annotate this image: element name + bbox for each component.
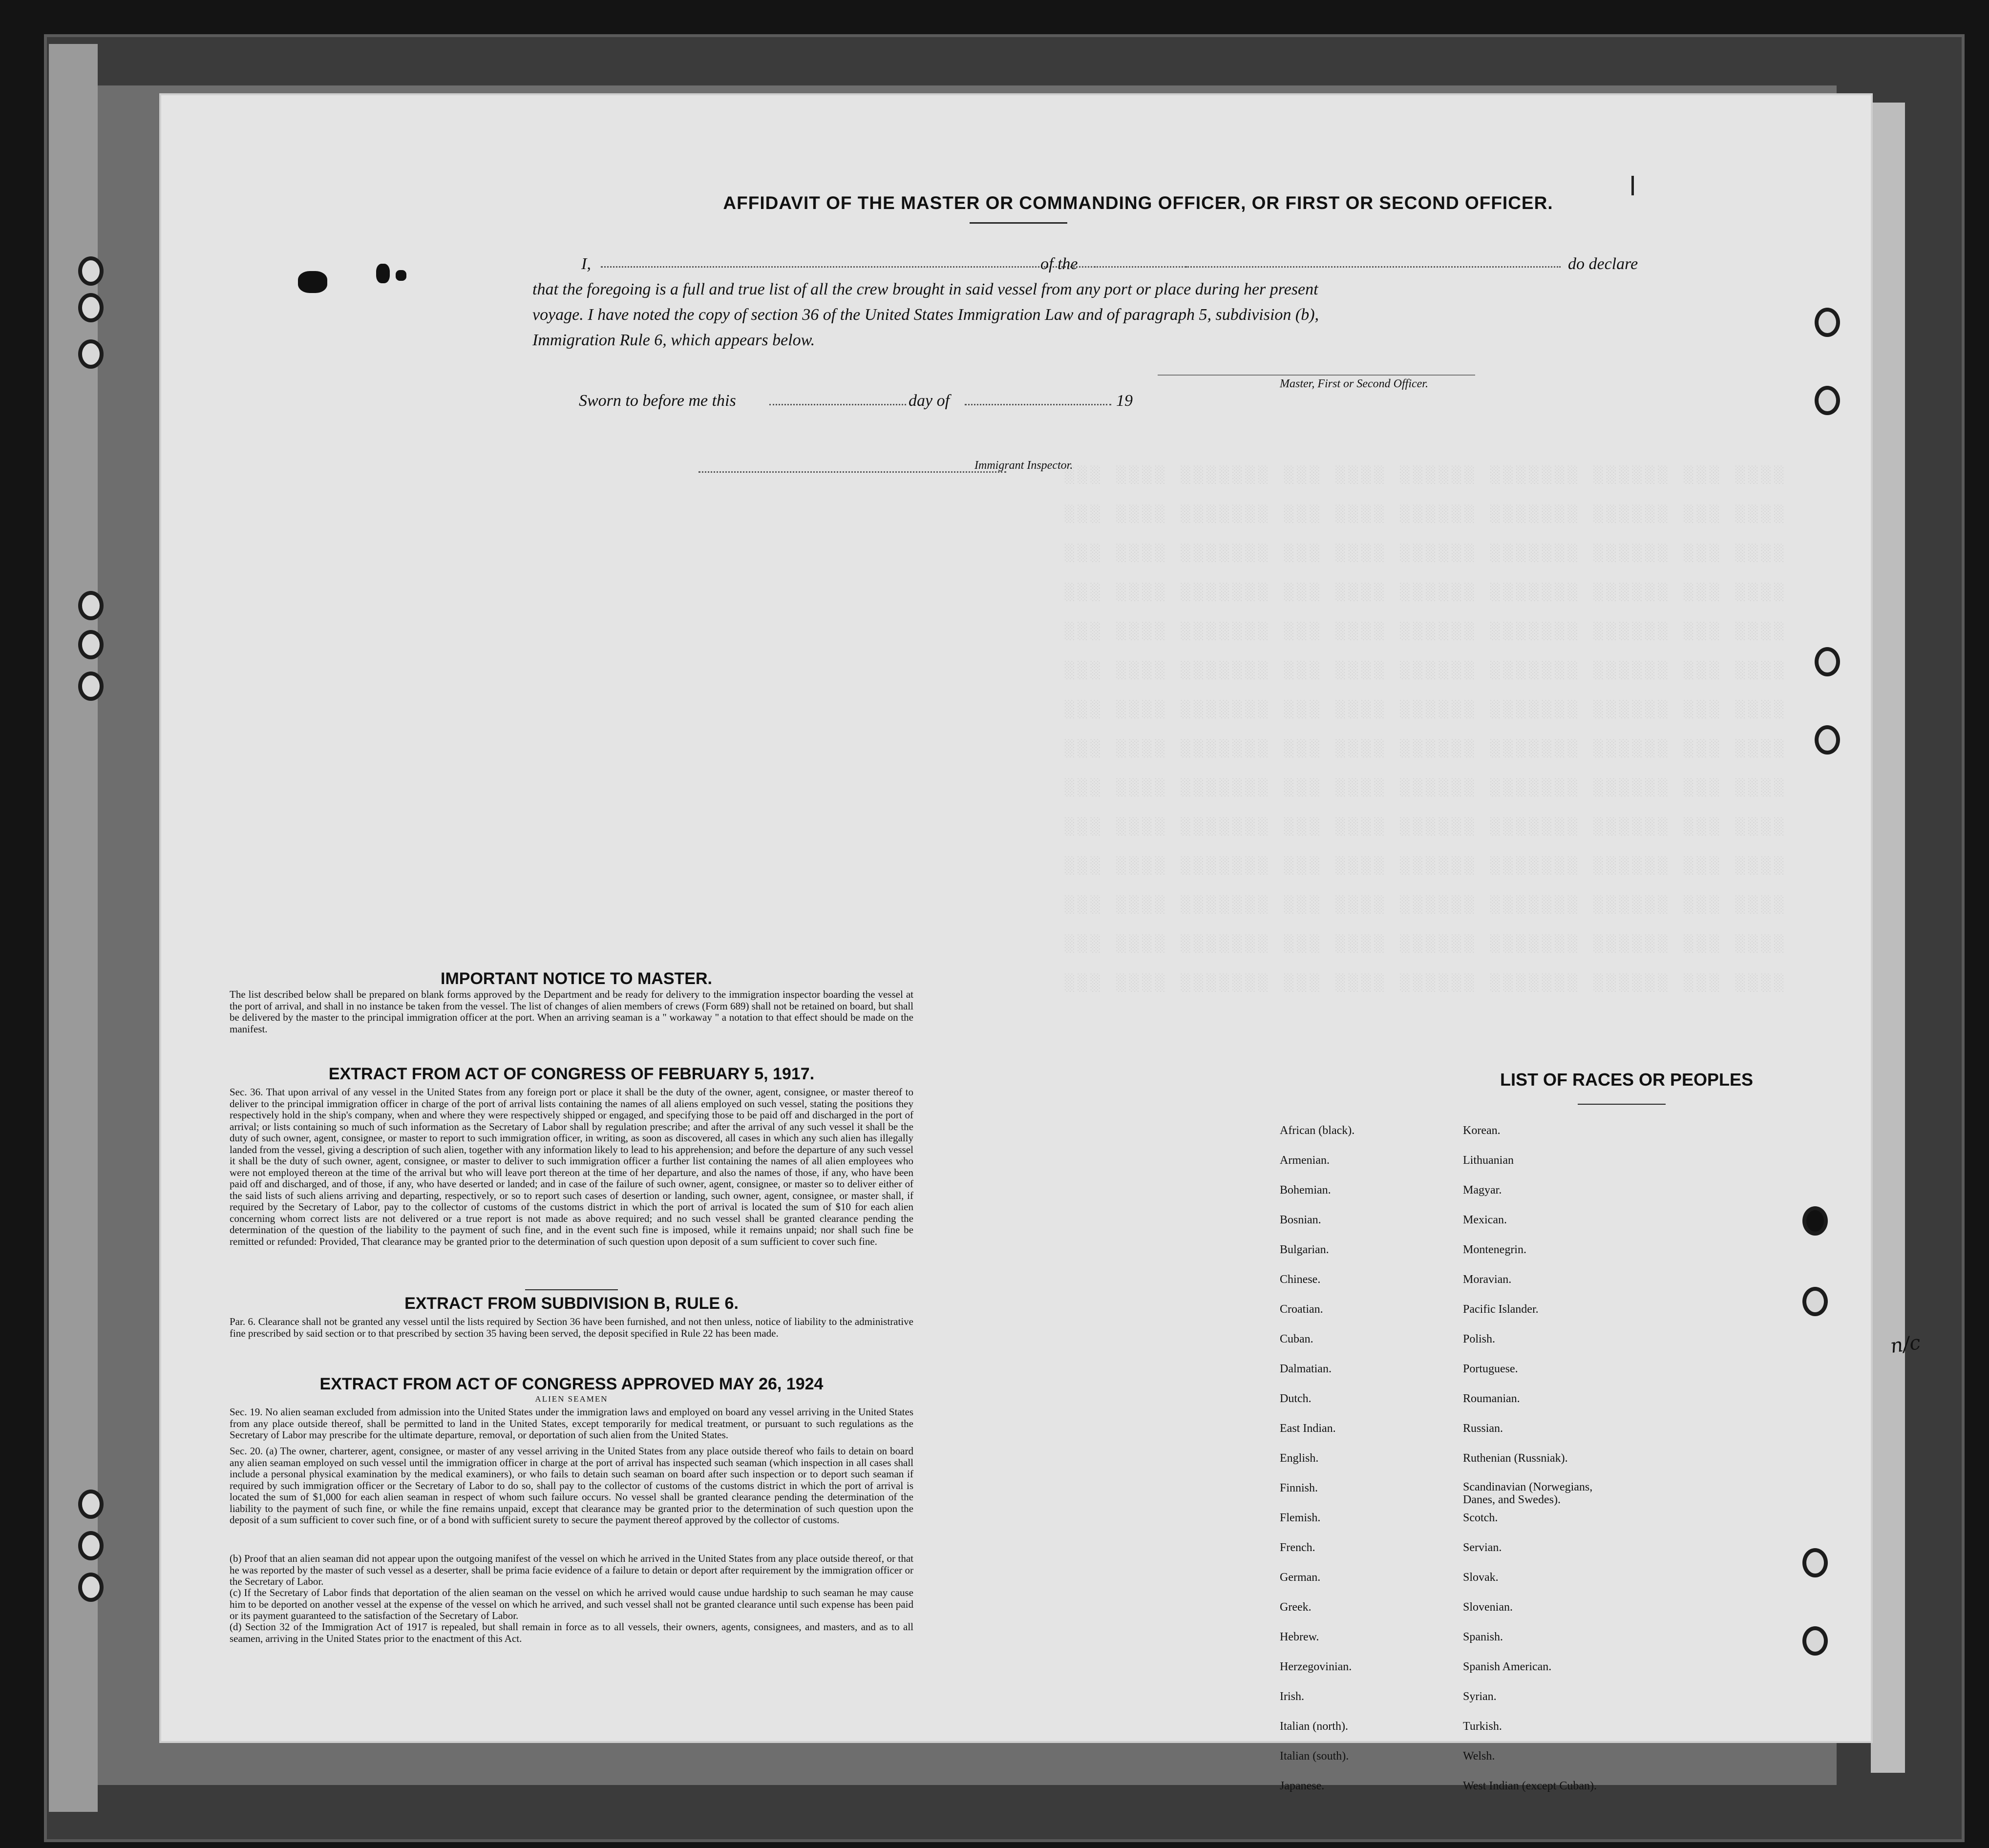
race-item: Croatian. (1280, 1303, 1323, 1316)
affidavit-line-4: Immigration Rule 6, which appears below. (532, 331, 815, 349)
pen-mark (1631, 176, 1634, 195)
bleed-through: ░░░ ░░░░ ░░░░░░░ ░░░ ░░░░ ░░░░░░ ░░░░░░░ ░░░░░░ ░░░ ░░░░ (1065, 896, 1787, 915)
race-item: African (black). (1280, 1124, 1355, 1137)
bleed-through: ░░░ ░░░░ ░░░░░░░ ░░░ ░░░░ ░░░░░░ ░░░░░░░ ░░░░░░ ░░░ ░░░░ (1065, 662, 1787, 680)
extract-1917-text: Sec. 36. That upon arrival of any vessel in the United States from any foreign port or place it shall be the duty of the owner, agent, consignee, or master thereof to deliver to the principal immigration officer in charge of the port of arrival lists containing the names of all aliens employed on such vessel, stating the positions they respectively hold in the ship's company, when and where they were respectively shipped or engaged, and specifying those to be paid off and discharged in the port of arrival; or lists containing so much of such information as the Secretary of Labor shall by regulation prescribe; and after the arrival of any such vessel it shall be the duty of such owner, agent, consignee, or master to report to such immigration officer, in writing, as soon as discovered, all cases in which any such alien has illegally landed from the vessel, giving a description of such alien, together with any information likely to lead to his apprehension; and before the departure of any such vessel it shall be the duty of such owner, agent, consignee, or master to deliver to such immigration officer a further list containing the names of all alien employees who were not employed thereon at the time of the arrival but who will leave port thereon at the time of her departure, and also the names of those, if any, who have been paid off and discharged, and of those, if any, who have deserted or landed; and in case of the failure of such owner, agent, consignee, or master so to deliver either of the said lists of such aliens arriving and departing, respectively, or so to report such cases of desertion or landing, such owner, agent, consignee, or master shall, if required by the Secretary of Labor, pay to the collector of customs of the customs district in which the port of arrival is located the sum of $10 for each alien concerning whom correct lists are not delivered or a true report is not made as above required; and no such vessel shall be granted clearance pending the determination of the question of the liability to the payment of such fine, and in the event such fine is imposed, while it remains unpaid; nor shall such fine be remitted or refunded: Provided, That clearance may be granted prior to the determination of such question upon deposit of a sum sufficient to cover such fine. (230, 1086, 913, 1247)
bleed-through: ░░░ ░░░░ ░░░░░░░ ░░░ ░░░░ ░░░░░░ ░░░░░░░ ░░░░░░ ░░░ ░░░░ (1065, 779, 1787, 798)
race-item: Polish. (1463, 1333, 1496, 1345)
race-item: Portuguese. (1463, 1363, 1518, 1375)
race-item: Dalmatian. (1280, 1363, 1332, 1375)
inspector-signature-line[interactable] (698, 471, 1006, 473)
race-item: Cuban. (1280, 1333, 1313, 1345)
race-item: Servian. (1463, 1541, 1502, 1554)
affidavit-title: AFFIDAVIT OF THE MASTER OR COMMANDING OFFICER, OR FIRST OR SECOND OFFICER. (723, 193, 1553, 213)
race-item: German. (1280, 1571, 1321, 1584)
race-item: Mexican. (1463, 1214, 1507, 1226)
race-item: Dutch. (1280, 1392, 1312, 1405)
binder-hole-icon (78, 630, 104, 659)
race-item: Flemish. (1280, 1512, 1321, 1524)
races-right-column (1463, 1123, 1597, 1808)
race-item: Irish. (1280, 1690, 1304, 1703)
race-item: Bosnian. (1280, 1214, 1321, 1226)
races-title: LIST OF RACES OR PEOPLES (1500, 1070, 1754, 1090)
race-item: Armenian. (1280, 1154, 1330, 1167)
bleed-through: ░░░ ░░░░ ░░░░░░░ ░░░ ░░░░ ░░░░░░ ░░░░░░░ ░░░░░░ ░░░ ░░░░ (1065, 935, 1787, 954)
extract-1924-heading: EXTRACT FROM ACT OF CONGRESS APPROVED MAY 26, 1924 (319, 1375, 824, 1393)
extract-rule6-text: Par. 6. Clearance shall not be granted any vessel until the lists required by Section 36 have been furnished, and not then unless, notice of liability to the administrative fine prescribed by said section or to that prescribed by section 35 having been served, the deposit specified in Rule 22 has been made. (230, 1316, 913, 1339)
binder-hole-icon (78, 1490, 104, 1519)
extract-1917-heading: EXTRACT FROM ACT OF CONGRESS OF FEBRUARY 5, 1917. (328, 1065, 815, 1083)
margin-note: n/c (1889, 1331, 1922, 1358)
binder-hole-icon (1802, 1287, 1828, 1316)
race-item: Slovak. (1463, 1571, 1499, 1584)
binder-hole-icon (1815, 725, 1840, 755)
master-label: Master, First or Second Officer. (1280, 378, 1428, 390)
binder-hole-icon (78, 1531, 104, 1560)
bleed-through: ░░░ ░░░░ ░░░░░░░ ░░░ ░░░░ ░░░░░░ ░░░░░░░ ░░░░░░ ░░░ ░░░░ (1065, 740, 1787, 758)
master-signature-line[interactable] (1158, 375, 1475, 376)
bleed-through: ░░░ ░░░░ ░░░░░░░ ░░░ ░░░░ ░░░░░░ ░░░░░░░ ░░░░░░ ░░░ ░░░░ (1065, 857, 1787, 876)
bleed-through: ░░░ ░░░░ ░░░░░░░ ░░░ ░░░░ ░░░░░░ ░░░░░░░ ░░░░░░ ░░░ ░░░░ (1065, 545, 1787, 563)
race-item: Finnish. (1280, 1482, 1318, 1494)
notice-heading: IMPORTANT NOTICE TO MASTER. (441, 969, 712, 988)
race-item: Spanish American. (1463, 1660, 1552, 1673)
page-edge-right (1871, 103, 1905, 1773)
binder-hole-icon (78, 1573, 104, 1602)
affidavit-i-label: I, (581, 255, 591, 273)
race-item: Turkish. (1463, 1720, 1502, 1733)
race-item: Korean. (1463, 1124, 1501, 1137)
affidavit-of-the-label: of the (1040, 255, 1078, 273)
binder-hole-icon (1802, 1548, 1828, 1577)
race-item: Ruthenian (Russniak). (1463, 1452, 1568, 1465)
race-item: Pacific Islander. (1463, 1303, 1539, 1316)
race-item: Japanese. (1280, 1780, 1325, 1792)
race-item: Russian. (1463, 1422, 1503, 1435)
race-item: Hebrew. (1280, 1631, 1319, 1643)
races-rule (1578, 1104, 1666, 1105)
race-item: Bulgarian. (1280, 1243, 1329, 1256)
ink-blot (396, 270, 406, 281)
ink-blot (298, 271, 327, 293)
race-item: West Indian (except Cuban). (1463, 1780, 1597, 1792)
sec20b-text: (b) Proof that an alien seaman did not appear upon the outgoing manifest of the vessel on which he arrived in the United States from any place outside thereof, or that he was reported by the master of such vessel as a deserter, shall be prima facie evidence of a failure to detain or deport after requirement by the immigration officer or the Secretary of Labor. (230, 1553, 913, 1587)
affidavit-line-2: that the foregoing is a full and true list of all the crew brought in said vessel from any port or place during her present (532, 280, 1318, 298)
race-item: Chinese. (1280, 1273, 1321, 1286)
race-item: Welsh. (1463, 1750, 1495, 1763)
race-item: Scotch. (1463, 1512, 1498, 1524)
binder-hole-icon (78, 672, 104, 701)
sworn-day-field[interactable] (769, 404, 906, 405)
race-item: Italian (north). (1280, 1720, 1348, 1733)
bleed-through: ░░░ ░░░░ ░░░░░░░ ░░░ ░░░░ ░░░░░░ ░░░░░░░ ░░░░░░ ░░░ ░░░░ (1065, 701, 1787, 719)
alien-seamen-subheading: ALIEN SEAMEN (535, 1394, 608, 1404)
binder-hole-icon (1815, 647, 1840, 676)
title-rule (970, 222, 1067, 224)
vessel-field[interactable] (1094, 266, 1561, 268)
affidavit-line-3: voyage. I have noted the copy of section 36 of the United States Immigration Law and of paragraph 5, subdivision (b), (532, 306, 1319, 324)
race-item: Syrian. (1463, 1690, 1497, 1703)
race-item: French. (1280, 1541, 1315, 1554)
bleed-through: ░░░ ░░░░ ░░░░░░░ ░░░ ░░░░ ░░░░░░ ░░░░░░░ ░░░░░░ ░░░ ░░░░ (1065, 584, 1787, 602)
race-item: Roumanian. (1463, 1392, 1520, 1405)
day-of-label: day of (909, 392, 950, 410)
bleed-through: ░░░ ░░░░ ░░░░░░░ ░░░ ░░░░ ░░░░░░ ░░░░░░░ ░░░░░░ ░░░ ░░░░ (1065, 974, 1787, 993)
race-item: Scandinavian (Norwegians, Danes, and Swedes). (1463, 1481, 1593, 1506)
binder-hole-icon (78, 339, 104, 369)
affidavit-do-declare-label: do declare (1568, 255, 1638, 273)
race-item: Greek. (1280, 1601, 1312, 1614)
bleed-through: ░░░ ░░░░ ░░░░░░░ ░░░ ░░░░ ░░░░░░ ░░░░░░░ ░░░░░░ ░░░ ░░░░ (1065, 818, 1787, 837)
races-left-column (1280, 1123, 1354, 1808)
notice-text: The list described below shall be prepared on blank forms approved by the Department and be ready for delivery to the immigration inspector boarding the vessel at the port of arrival, and shall in no instance be taken from the vessel. The list of changes of alien members of crews (Form 689) shall not be retained on board, but shall be delivered by the master to the principal immigration officer at the port. When an arriving seaman is a " workaway " a notation to that effect should be made on the manifest. (230, 988, 913, 1035)
binder-hole-icon (1802, 1626, 1828, 1656)
sec20d-text: (d) Section 32 of the Immigration Act of 1917 is repealed, but shall remain in force as to all vessels, their owners, agents, consignees, and masters, and as to all seamen, arriving in the United States prior to the enactment of this Act. (230, 1621, 913, 1644)
sworn-label: Sworn to before me this (579, 392, 736, 410)
race-item: Spanish. (1463, 1631, 1503, 1643)
race-item: Montenegrin. (1463, 1243, 1526, 1256)
sec19-text: Sec. 19. No alien seaman excluded from admission into the United States under the immigration laws and employed on board any vessel arriving in the United States from any place outside thereof, shall be permitted to land in the United States, except temporarily for medical treatment, or pursuant to such regulations as the Secretary of Labor may prescribe for the ultimate departure, removal, or deportation of such alien from the United States. (230, 1406, 913, 1441)
binder-hole-icon (1802, 1206, 1828, 1236)
section-rule (525, 1289, 618, 1290)
race-item: Lithuanian (1463, 1154, 1514, 1167)
race-item: Slovenian. (1463, 1601, 1513, 1614)
sec20c-text: (c) If the Secretary of Labor finds that deportation of the alien seaman on the vessel on which he arrived would cause undue hardship to such seaman he may cause him to be deported on another vessel at the expense of the vessel on which he arrived, and such vessel shall not be granted clearance until such expense has been paid or its payment guaranteed to the satisfaction of the Secretary of Labor. (230, 1587, 913, 1621)
bleed-through: ░░░ ░░░░ ░░░░░░░ ░░░ ░░░░ ░░░░░░ ░░░░░░░ ░░░░░░ ░░░ ░░░░ (1065, 466, 1787, 485)
binder-hole-icon (78, 256, 104, 286)
race-item: Moravian. (1463, 1273, 1512, 1286)
race-item: English. (1280, 1452, 1319, 1465)
race-item: Bohemian. (1280, 1184, 1331, 1197)
year-label: 19 (1116, 392, 1133, 410)
binder-hole-icon (1815, 386, 1840, 415)
inspector-label: Immigrant Inspector. (974, 459, 1073, 472)
race-item: Magyar. (1463, 1184, 1502, 1197)
binder-hole-icon (1815, 308, 1840, 337)
bleed-through: ░░░ ░░░░ ░░░░░░░ ░░░ ░░░░ ░░░░░░ ░░░░░░░ ░░░░░░ ░░░ ░░░░ (1065, 505, 1787, 524)
ink-blot (376, 264, 390, 283)
race-item: Italian (south). (1280, 1750, 1349, 1763)
binder-hole-icon (78, 591, 104, 620)
extract-rule6-heading: EXTRACT FROM SUBDIVISION B, RULE 6. (404, 1294, 739, 1313)
bleed-through: ░░░ ░░░░ ░░░░░░░ ░░░ ░░░░ ░░░░░░ ░░░░░░░ ░░░░░░ ░░░ ░░░░ (1065, 623, 1787, 641)
binder-hole-icon (78, 293, 104, 322)
race-item: Herzegovinian. (1280, 1660, 1352, 1673)
race-item: East Indian. (1280, 1422, 1336, 1435)
sec20a-text: Sec. 20. (a) The owner, charterer, agent, consignee, or master of any vessel arriving in the United States from any place outside thereof who fails to detain on board any alien seaman employed on such vessel until the immigration officer in charge at the port of arrival has inspected such seaman (which inspection in all cases shall include a personal physical examination by the medical examiners), or who fails to detain such seaman on board after such inspection or to deport such seaman if required by such immigration officer or the Secretary of Labor to do so, shall pay to the collector of customs of the customs district in which the port of arrival is located the sum of $1,000 for each alien seaman in respect of whom such failure occurs. No vessel shall be granted clearance pending the determination of the liability to the payment of such fine, or while the fine remains unpaid, except that clearance may be granted prior to the determination of such question upon the deposit of a sum sufficient to cover such fine, or of a bond with sufficient surety to secure the payment thereof approved by the collector of customs. (230, 1445, 913, 1526)
sworn-month-field[interactable] (965, 404, 1111, 405)
manifest-page (161, 95, 1871, 1792)
